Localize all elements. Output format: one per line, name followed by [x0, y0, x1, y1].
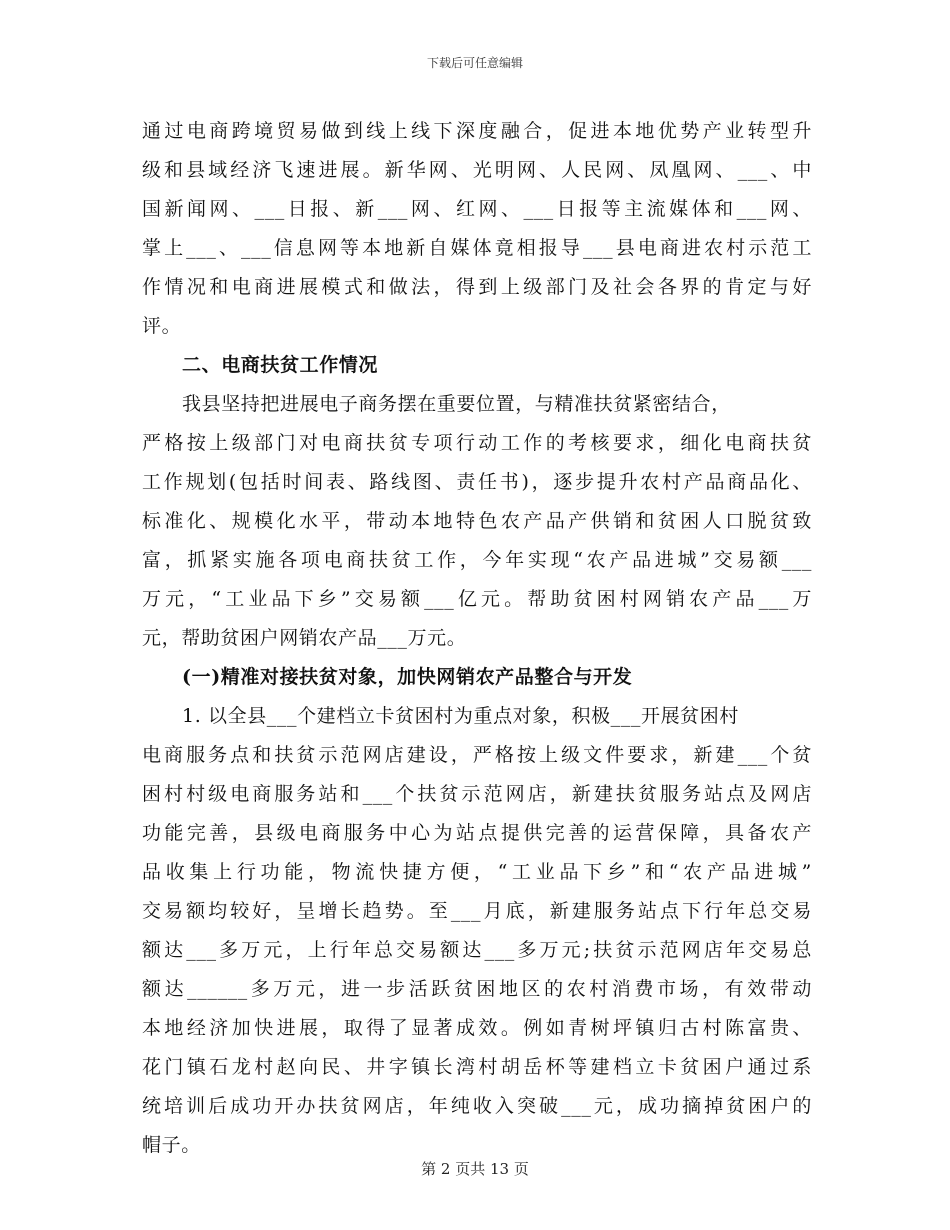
text-line: 掌上___、___信息网等本地新自媒体竟相报导___县电商进农村示范工 [142, 237, 812, 259]
text-line: 困村村级电商服务站和___个扶贫示范网店，新建扶贫服务站点及网店 [142, 783, 812, 805]
text-line: 交易额均较好，呈增长趋势。至___月底，新建服务站点下行年总交易 [142, 900, 812, 922]
page-footer: 第 2 页共 13 页 [421, 1160, 529, 1178]
text-line: 通过电商跨境贸易做到线上线下深度融合，促进本地优势产业转型升 [142, 120, 812, 142]
paragraph-2 [142, 385, 812, 658]
text-line: 统培训后成功开办扶贫网店，年纯收入突破___元，成功摘掉贫困户的 [142, 1095, 812, 1117]
text-line: 我县坚持把进展电子商务摆在重要位置，与精准扶贫紧密结合， [182, 393, 731, 415]
text-line: 帽子。 [142, 1134, 201, 1156]
paragraph-3 [142, 697, 812, 1165]
text-line: 额达___多万元，上行年总交易额达___多万元;扶贫示范网店年交易总 [142, 939, 812, 961]
text-line: 电商服务点和扶贫示范网店建设，严格按上级文件要求，新建___个贫 [142, 744, 812, 766]
page-header: 下载后可任意编辑 [426, 56, 523, 70]
subsection-heading: (一)精准对接扶贫对象，加快网销农产品整合与开发 [182, 666, 633, 688]
text-line: 万元，“工业品下乡”交易额___亿元。帮助贫困村网销农产品___万 [142, 588, 812, 610]
document-body [142, 112, 812, 1165]
text-line: 富，抓紧实施各项电商扶贫工作，今年实现“农产品进城”交易额___ [142, 549, 812, 571]
text-line: 标准化、规模化水平，带动本地特色农产品产供销和贫困人口脱贫致 [142, 510, 812, 532]
text-line: 级和县域经济飞速进展。新华网、光明网、人民网、凤凰网、___、中 [142, 159, 812, 181]
text-line: 作情况和电商进展模式和做法，得到上级部门及社会各界的肯定与好 [142, 276, 812, 298]
text-line: 工作规划(包括时间表、路线图、责任书)，逐步提升农村产品商品化、 [142, 471, 812, 493]
text-line: 国新闻网、___日报、新___网、红网、___日报等主流媒体和___网、 [142, 198, 812, 220]
text-line: 品收集上行功能，物流快捷方便，“工业品下乡”和“农产品进城” [142, 861, 812, 883]
text-line: 额达______多万元，进一步活跃贫困地区的农村消费市场，有效带动 [142, 978, 812, 1000]
text-line: 1. 以全县___个建档立卡贫困村为重点对象，积极___开展贫困村 [182, 705, 739, 727]
section-heading: 二、电商扶贫工作情况 [182, 354, 379, 376]
text-line: 功能完善，县级电商服务中心为站点提供完善的运营保障，具备农产 [142, 822, 812, 844]
text-line: 评。 [142, 315, 182, 337]
text-line: 元，帮助贫困户网销农产品___万元。 [142, 627, 467, 649]
text-line: 本地经济加快进展，取得了显著成效。例如青树坪镇归古村陈富贵、 [142, 1017, 812, 1039]
text-line: 严格按上级部门对电商扶贫专项行动工作的考核要求，细化电商扶贫 [142, 432, 812, 454]
paragraph-1 [142, 112, 812, 346]
text-line: 花门镇石龙村赵向民、井字镇长湾村胡岳杯等建档立卡贫困户通过系 [142, 1056, 812, 1078]
